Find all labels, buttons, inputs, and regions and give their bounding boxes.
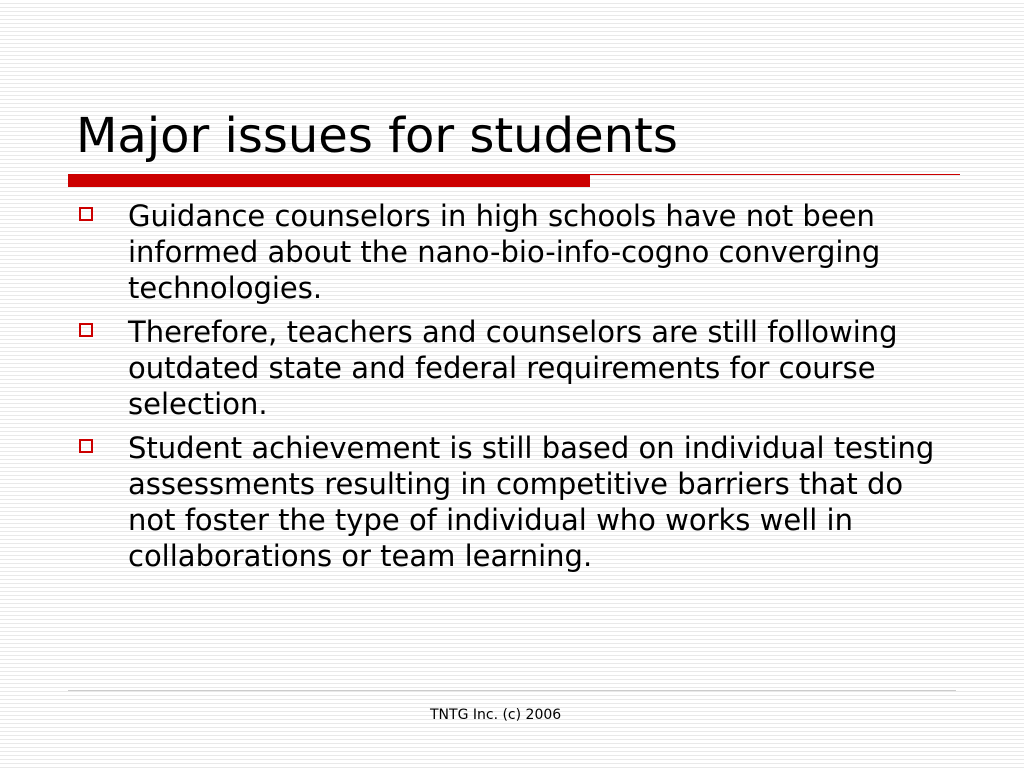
bullet-text: Therefore, teachers and counselors are still following outdated state and federal requirements for course selection.: [128, 315, 898, 421]
slide-title: Major issues for students: [76, 108, 678, 164]
hollow-square-icon: [79, 323, 93, 337]
footer-copyright: TNTG Inc. (c) 2006: [430, 707, 562, 723]
title-underline-thick: [68, 174, 590, 187]
title-underline-thin: [590, 174, 960, 175]
bullet-list: [76, 198, 956, 582]
bullet-text: Student achievement is still based on individual testing assessments resulting in competitive barriers that do not foster the type of individual who works well in collaborations or team learning.: [128, 431, 935, 573]
hollow-square-icon: [79, 207, 93, 221]
list-item: [76, 314, 956, 422]
list-item: [76, 198, 956, 306]
footer-divider: [68, 690, 956, 691]
list-item: [76, 430, 956, 574]
hollow-square-icon: [79, 439, 93, 453]
bullet-text: Guidance counselors in high schools have not been informed about the nano-bio-info-cogno converging technologies.: [128, 199, 881, 305]
